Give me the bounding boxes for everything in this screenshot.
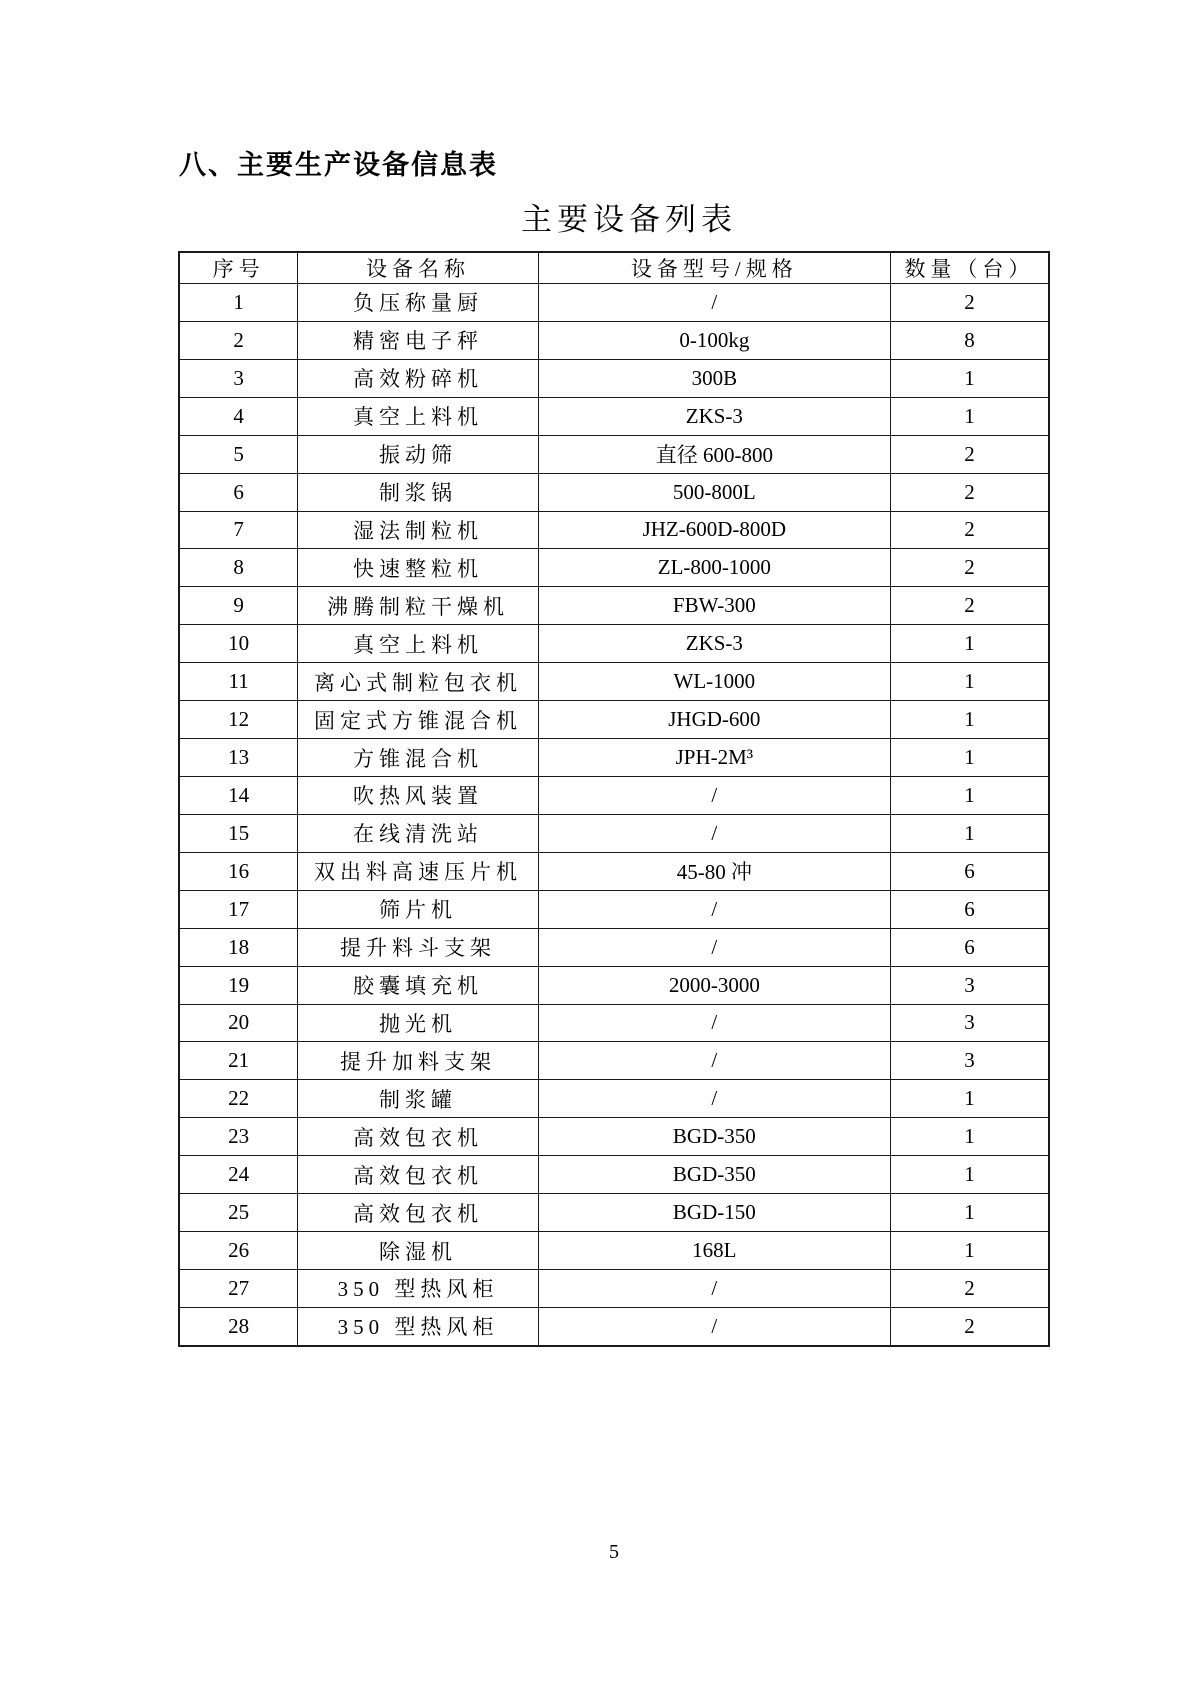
cell-model-spec: ZL-800-1000 — [538, 549, 890, 587]
cell-index: 1 — [179, 284, 298, 322]
cell-model-spec: / — [538, 1307, 890, 1346]
cell-index: 26 — [179, 1232, 298, 1270]
cell-model-spec: ZKS-3 — [538, 397, 890, 435]
cell-index: 13 — [179, 739, 298, 777]
cell-quantity: 2 — [890, 435, 1049, 473]
cell-model-spec: / — [538, 1042, 890, 1080]
cell-equipment-name: 吹热风装置 — [298, 776, 539, 814]
cell-equipment-name: 沸腾制粒干燥机 — [298, 587, 539, 625]
table-row — [179, 473, 1049, 511]
cell-equipment-name: 高效粉碎机 — [298, 359, 539, 397]
cell-index: 4 — [179, 397, 298, 435]
cell-index: 6 — [179, 473, 298, 511]
table-row — [179, 928, 1049, 966]
section-heading: 八、主要生产设备信息表 — [179, 150, 498, 180]
cell-quantity: 3 — [890, 1004, 1049, 1042]
table-row — [179, 1307, 1049, 1346]
cell-model-spec: BGD-350 — [538, 1118, 890, 1156]
cell-quantity: 1 — [890, 625, 1049, 663]
col-header-index: 序号 — [179, 252, 298, 284]
cell-quantity: 2 — [890, 549, 1049, 587]
cell-equipment-name: 快速整粒机 — [298, 549, 539, 587]
table-row — [179, 435, 1049, 473]
table-row — [179, 1118, 1049, 1156]
cell-quantity: 1 — [890, 397, 1049, 435]
cell-model-spec: / — [538, 776, 890, 814]
cell-model-spec: WL-1000 — [538, 663, 890, 701]
cell-quantity: 2 — [890, 284, 1049, 322]
cell-model-spec: / — [538, 928, 890, 966]
table-row — [179, 1080, 1049, 1118]
cell-equipment-name: 精密电子秤 — [298, 321, 539, 359]
cell-index: 25 — [179, 1194, 298, 1232]
cell-index: 9 — [179, 587, 298, 625]
cell-quantity: 2 — [890, 587, 1049, 625]
cell-quantity: 2 — [890, 473, 1049, 511]
cell-equipment-name: 双出料高速压片机 — [298, 852, 539, 890]
equipment-table-header — [179, 252, 1049, 284]
cell-model-spec: 0-100kg — [538, 321, 890, 359]
cell-model-spec: 2000-3000 — [538, 966, 890, 1004]
cell-index: 21 — [179, 1042, 298, 1080]
cell-equipment-name: 除湿机 — [298, 1232, 539, 1270]
table-row — [179, 397, 1049, 435]
cell-index: 8 — [179, 549, 298, 587]
cell-quantity: 1 — [890, 701, 1049, 739]
cell-equipment-name: 350 型热风柜 — [298, 1307, 539, 1346]
table-row — [179, 587, 1049, 625]
table-row — [179, 890, 1049, 928]
table-row — [179, 625, 1049, 663]
cell-index: 2 — [179, 321, 298, 359]
cell-model-spec: BGD-150 — [538, 1194, 890, 1232]
table-row — [179, 321, 1049, 359]
table-row — [179, 1269, 1049, 1307]
cell-index: 24 — [179, 1156, 298, 1194]
table-row — [179, 701, 1049, 739]
table-row — [179, 1232, 1049, 1270]
table-row — [179, 739, 1049, 777]
cell-model-spec: JPH-2M³ — [538, 739, 890, 777]
cell-quantity: 1 — [890, 1156, 1049, 1194]
cell-equipment-name: 抛光机 — [298, 1004, 539, 1042]
cell-quantity: 6 — [890, 928, 1049, 966]
cell-equipment-name: 制浆罐 — [298, 1080, 539, 1118]
cell-model-spec: BGD-350 — [538, 1156, 890, 1194]
cell-equipment-name: 提升加料支架 — [298, 1042, 539, 1080]
cell-index: 28 — [179, 1307, 298, 1346]
cell-equipment-name: 湿法制粒机 — [298, 511, 539, 549]
equipment-table — [178, 251, 1050, 1347]
cell-equipment-name: 高效包衣机 — [298, 1156, 539, 1194]
table-row — [179, 776, 1049, 814]
cell-index: 19 — [179, 966, 298, 1004]
table-row — [179, 549, 1049, 587]
cell-model-spec: JHZ-600D-800D — [538, 511, 890, 549]
table-row — [179, 1156, 1049, 1194]
table-row — [179, 663, 1049, 701]
cell-quantity: 2 — [890, 511, 1049, 549]
cell-index: 17 — [179, 890, 298, 928]
cell-model-spec: / — [538, 1269, 890, 1307]
col-header-model-spec: 设备型号/规格 — [538, 252, 890, 284]
cell-index: 14 — [179, 776, 298, 814]
table-row — [179, 1194, 1049, 1232]
cell-equipment-name: 350 型热风柜 — [298, 1269, 539, 1307]
header-row — [179, 252, 1049, 284]
table-row — [179, 359, 1049, 397]
cell-quantity: 2 — [890, 1307, 1049, 1346]
cell-model-spec: 500-800L — [538, 473, 890, 511]
cell-quantity: 6 — [890, 890, 1049, 928]
cell-quantity: 1 — [890, 1194, 1049, 1232]
cell-model-spec: / — [538, 814, 890, 852]
page-number: 5 — [609, 1541, 619, 1563]
cell-equipment-name: 方锥混合机 — [298, 739, 539, 777]
cell-equipment-name: 高效包衣机 — [298, 1194, 539, 1232]
cell-quantity: 1 — [890, 359, 1049, 397]
cell-quantity: 1 — [890, 663, 1049, 701]
table-row — [179, 966, 1049, 1004]
cell-quantity: 1 — [890, 776, 1049, 814]
cell-quantity: 1 — [890, 1232, 1049, 1270]
cell-equipment-name: 负压称量厨 — [298, 284, 539, 322]
cell-index: 16 — [179, 852, 298, 890]
cell-quantity: 8 — [890, 321, 1049, 359]
cell-index: 15 — [179, 814, 298, 852]
cell-equipment-name: 制浆锅 — [298, 473, 539, 511]
cell-index: 3 — [179, 359, 298, 397]
cell-quantity: 2 — [890, 1269, 1049, 1307]
cell-model-spec: FBW-300 — [538, 587, 890, 625]
cell-equipment-name: 筛片机 — [298, 890, 539, 928]
cell-quantity: 1 — [890, 739, 1049, 777]
cell-index: 11 — [179, 663, 298, 701]
cell-index: 23 — [179, 1118, 298, 1156]
cell-index: 5 — [179, 435, 298, 473]
cell-equipment-name: 胶囊填充机 — [298, 966, 539, 1004]
cell-index: 27 — [179, 1269, 298, 1307]
cell-index: 18 — [179, 928, 298, 966]
col-header-quantity: 数量（台） — [890, 252, 1049, 284]
cell-index: 20 — [179, 1004, 298, 1042]
cell-quantity: 3 — [890, 966, 1049, 1004]
cell-equipment-name: 在线清洗站 — [298, 814, 539, 852]
cell-index: 12 — [179, 701, 298, 739]
cell-model-spec: / — [538, 890, 890, 928]
table-row — [179, 284, 1049, 322]
cell-model-spec: 直径 600-800 — [538, 435, 890, 473]
cell-quantity: 3 — [890, 1042, 1049, 1080]
cell-quantity: 6 — [890, 852, 1049, 890]
table-row — [179, 511, 1049, 549]
cell-model-spec: JHGD-600 — [538, 701, 890, 739]
cell-quantity: 1 — [890, 1118, 1049, 1156]
cell-model-spec: 300B — [538, 359, 890, 397]
table-row — [179, 814, 1049, 852]
cell-quantity: 1 — [890, 814, 1049, 852]
cell-index: 7 — [179, 511, 298, 549]
cell-model-spec: 168L — [538, 1232, 890, 1270]
table-title: 主要设备列表 — [521, 202, 737, 237]
cell-model-spec: / — [538, 1080, 890, 1118]
cell-equipment-name: 真空上料机 — [298, 625, 539, 663]
equipment-table-body — [179, 284, 1049, 1347]
cell-index: 10 — [179, 625, 298, 663]
cell-model-spec: / — [538, 284, 890, 322]
cell-quantity: 1 — [890, 1080, 1049, 1118]
cell-model-spec: / — [538, 1004, 890, 1042]
cell-equipment-name: 离心式制粒包衣机 — [298, 663, 539, 701]
table-row — [179, 1004, 1049, 1042]
cell-equipment-name: 振动筛 — [298, 435, 539, 473]
table-row — [179, 1042, 1049, 1080]
cell-equipment-name: 高效包衣机 — [298, 1118, 539, 1156]
col-header-name: 设备名称 — [298, 252, 539, 284]
cell-model-spec: 45-80 冲 — [538, 852, 890, 890]
cell-equipment-name: 固定式方锥混合机 — [298, 701, 539, 739]
cell-equipment-name: 真空上料机 — [298, 397, 539, 435]
table-row — [179, 852, 1049, 890]
cell-model-spec: ZKS-3 — [538, 625, 890, 663]
cell-index: 22 — [179, 1080, 298, 1118]
cell-equipment-name: 提升料斗支架 — [298, 928, 539, 966]
